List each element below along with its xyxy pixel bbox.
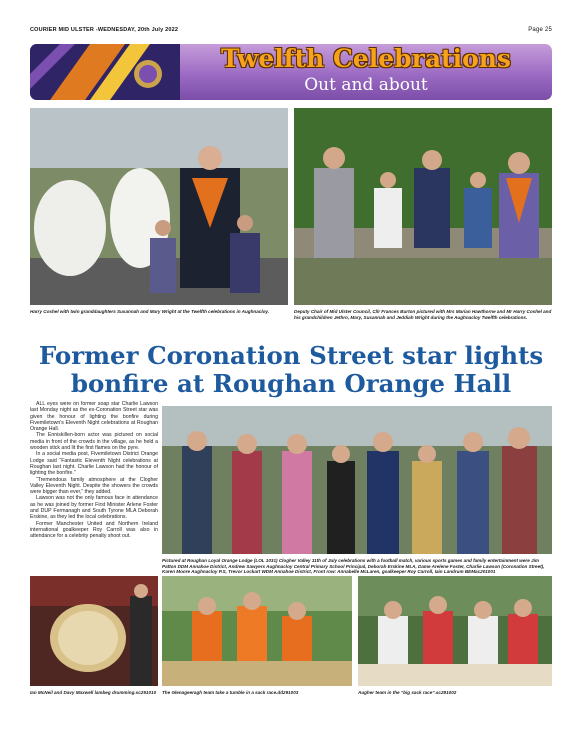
caption-photo6: Augher team in the “big sack race”.sc291002 (358, 690, 457, 695)
paragraph: Former Manchester United and Northern Ireland international goalkeeper Roy Carroll was also in attendance for a celebrity penalty shoot out. (30, 520, 158, 540)
banner-subtitle: Out and about (304, 75, 428, 95)
photo-horses-grandchildren (30, 108, 288, 305)
paragraph: The Enniskillen-born actor was pictured on social media in front of the crowds in the village, as he held a wooden stick and lit the first flames on the pyre. (30, 432, 158, 452)
banner-artwork (30, 44, 180, 100)
article-body (30, 401, 158, 540)
paragraph: In a social media post, Fivemiletown District Orange Lodge said “Fantastic Eleventh Night celebrations at Roughan last night. Charlie Lawson had the honour of lighting the bonfire.” (30, 451, 158, 477)
headline-line-1: Former Coronation Street star lights (38, 341, 544, 370)
caption-photo3: Pictured at Roughan Loyal Orange Lodge (LOL 1031) Clogher Valley 11th of July celebrations with a football match, various sports games and family entertainment were Jim Patton DDM Annahoe District, Andrew Sawyers Aughnacloy Central Primary School Principal, Deborah Erskine MLA, Dame Arelene Foster, Charlie Lawson (Coronation Street), Karen Moore Aughnacloy P.S, Trevor Lockart WDM Annahoe District, Front row: Annabelle McLaren, goalkeeper Roy Carroll, Iain Landrum BEMac201001 (162, 558, 545, 575)
caption-photo4: Ian McNeil and Davy Maxwell lambeg drumming.sc291010 (30, 690, 157, 695)
paragraph: “Tremendous family atmosphere at the Clogher Valley Eleventh Night. Despite the showers the crowds were bigger than ever,” they added. (30, 476, 158, 496)
article-headline (20, 342, 562, 398)
photo-roughan-group (162, 406, 552, 554)
page-number: Page 25 (528, 27, 552, 33)
paragraph: Lawson was not the only famous face in attendance as he was joined by former First Minister Arlene Foster and DUP Fermanagh and South Tyrone MLA Deborah Erskine, as they led the local celebrations. (30, 495, 158, 521)
photo-augher-sack-race (358, 576, 552, 686)
orange-sash-illustration (30, 44, 180, 100)
banner-title: Twelfth Celebrations (221, 44, 511, 73)
masthead-line: COURIER MID ULSTER -WEDNESDAY, 20th July 2022 (30, 27, 179, 33)
caption-photo5: The Glenageeragh team take a tumble in a sack race.dd291003 (162, 690, 299, 695)
headline-line-2: bonfire at Roughan Orange Hall (70, 369, 512, 398)
caption-photo2: Deputy Chair of Mid Ulster Council, Cllr Frances Burton pictured with Mrs Marian Hawthorne and Mr Harry Coshel and his grandchildren Jethro, Mary, Susannah and Jeddiah Wright during the Aughnacloy Twelfth celebrations. (294, 309, 552, 320)
caption-photo1: Harry Coshel with twin granddaughters Susannah and Mary Wright at the Twelfth celebrations in Aughnacloy. (30, 309, 270, 314)
photo-council-group (294, 108, 552, 305)
photo-lambeg-drumming (30, 576, 158, 686)
paragraph: ALL eyes were on former soap star Charlie Lawson last Monday night as the ex-Coronation Street star was given the honour of lighting the bonfire during Fivemiletown's Eleventh Night celebrations at Roughan Orange Hall. (30, 401, 158, 433)
section-banner (30, 44, 552, 100)
photo-glenageeragh-sack-race (162, 576, 352, 686)
